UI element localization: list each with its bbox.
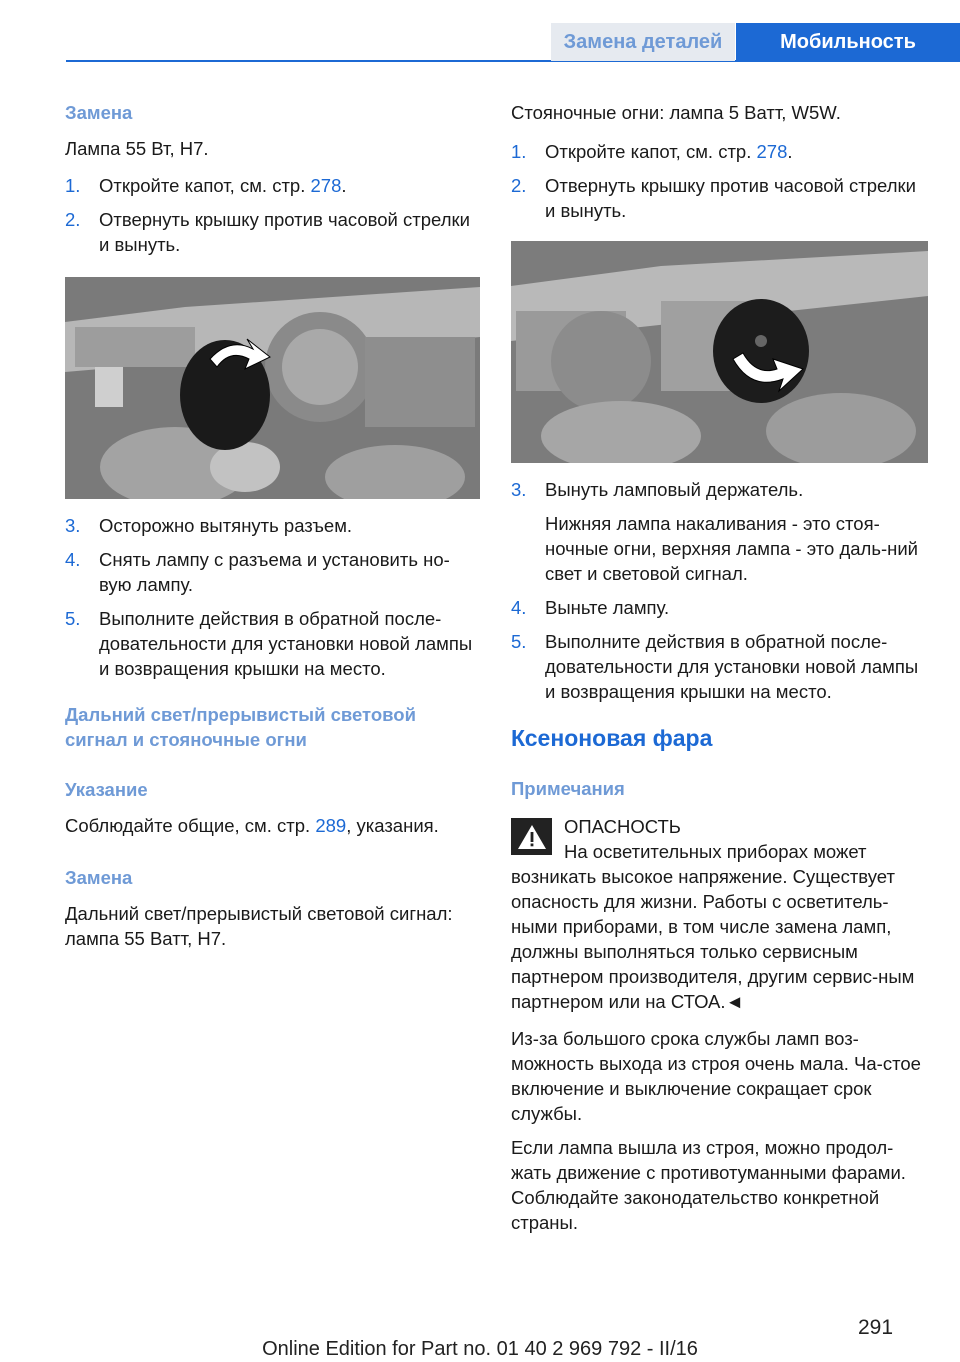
subheading-replacement-2: Замена	[65, 867, 133, 888]
steps-list-d	[511, 477, 931, 704]
page-link[interactable]: 289	[315, 815, 347, 836]
warning-triangle-icon	[511, 818, 552, 855]
step-number: 5.	[65, 608, 81, 629]
step-number: 1.	[65, 175, 81, 196]
step-note: Нижняя лампа накаливания - это стоя-ночные огни, верхняя лампа - это даль-ний свет и световой сигнал.	[545, 513, 919, 584]
footer-edition: Online Edition for Part no. 01 40 2 969 792 - II/16	[262, 1338, 698, 1360]
right-column	[511, 100, 931, 1235]
list-item: 4. Снять лампу с разъема и установить но-вую лампу.	[65, 549, 450, 595]
page-number: 291	[858, 1316, 894, 1339]
step-number: 4.	[65, 549, 81, 570]
section-heading-xenon: Ксеноновая фара	[511, 725, 713, 751]
parking-light-spec: Стояночные огни: лампа 5 Ватт, W5W.	[511, 102, 841, 123]
list-item: 5. Выполните действия в обратной после-довательности для установки новой лампы и возвращения крышки на место.	[511, 631, 919, 702]
list-item: 1. Откройте капот, см. стр. 278.	[65, 175, 347, 196]
subheading-replacement: Замена	[65, 102, 133, 123]
section-heading: Дальний свет/прерывистый световой сигнал и стояночные огни	[65, 704, 416, 750]
list-item: 2. Отвернуть крышку против часовой стрелки и вынуть.	[65, 209, 470, 255]
warning-label: ОПАСНОСТЬ	[564, 816, 681, 837]
page-link[interactable]: 278	[310, 175, 342, 196]
headlight-photo-right	[511, 241, 928, 463]
step-number: 2.	[511, 175, 527, 196]
list-item: 2. Отвернуть крышку против часовой стрелки и вынуть.	[511, 175, 916, 221]
list-item: 3. Вынуть ламповый держатель. Нижняя лампа накаливания - это стоя-ночные огни, верхняя лампа - это даль-ний свет и световой сигнал.	[511, 477, 931, 586]
note-text: Соблюдайте общие, см. стр. 289, указания.	[65, 815, 439, 836]
subheading-note: Указание	[65, 779, 148, 800]
step-number: 3.	[65, 515, 81, 536]
step-number: 2.	[65, 209, 81, 230]
page-link[interactable]: 278	[756, 141, 788, 162]
warning-text: На осветительных приборах может возникать высокое напряжение. Существует опасность для жизни. Работы с осветитель-ными приборами, в том числе замена ламп, должны выполняться только сервисным партнером производителя, другим сервис-ным партнером или на СТОА.◄	[511, 841, 915, 1012]
lamp-life-paragraph: Из-за большого срока службы ламп воз-можность выхода из строя очень мала. Ча-стое включение и выключение сокращает срок службы.	[511, 1028, 921, 1124]
list-item: 1. Откройте капот, см. стр. 278.	[511, 141, 793, 162]
steps-list-c	[511, 139, 931, 223]
left-column	[65, 100, 482, 951]
list-item: 3. Осторожно вытянуть разъем.	[65, 515, 353, 536]
headlight-photo-left	[65, 277, 480, 499]
steps-list-b	[65, 513, 482, 681]
lamp-spec: Лампа 55 Вт, H7.	[65, 138, 209, 159]
subheading-notes: Примечания	[511, 778, 625, 799]
step-number: 1.	[511, 141, 527, 162]
section-tab: Замена деталей	[551, 23, 735, 61]
list-item: 4. Выньте лампу.	[511, 597, 670, 618]
step-number: 3.	[511, 479, 527, 500]
chapter-tab: Мобильность	[736, 23, 960, 62]
warning-block	[511, 814, 931, 1014]
step-number: 5.	[511, 631, 527, 652]
list-item: 5. Выполните действия в обратной после-довательности для установки новой лампы и возвращения крышки на место.	[65, 608, 473, 679]
lamp-failure-paragraph: Если лампа вышла из строя, можно продол-жать движение с противотуманными фарами. Соблюдайте законодательство конкретной страны.	[511, 1137, 906, 1233]
step-number: 4.	[511, 597, 527, 618]
replacement-text: Дальний свет/прерывистый световой сигнал: лампа 55 Ватт, H7.	[65, 903, 453, 949]
steps-list-a	[65, 173, 482, 257]
